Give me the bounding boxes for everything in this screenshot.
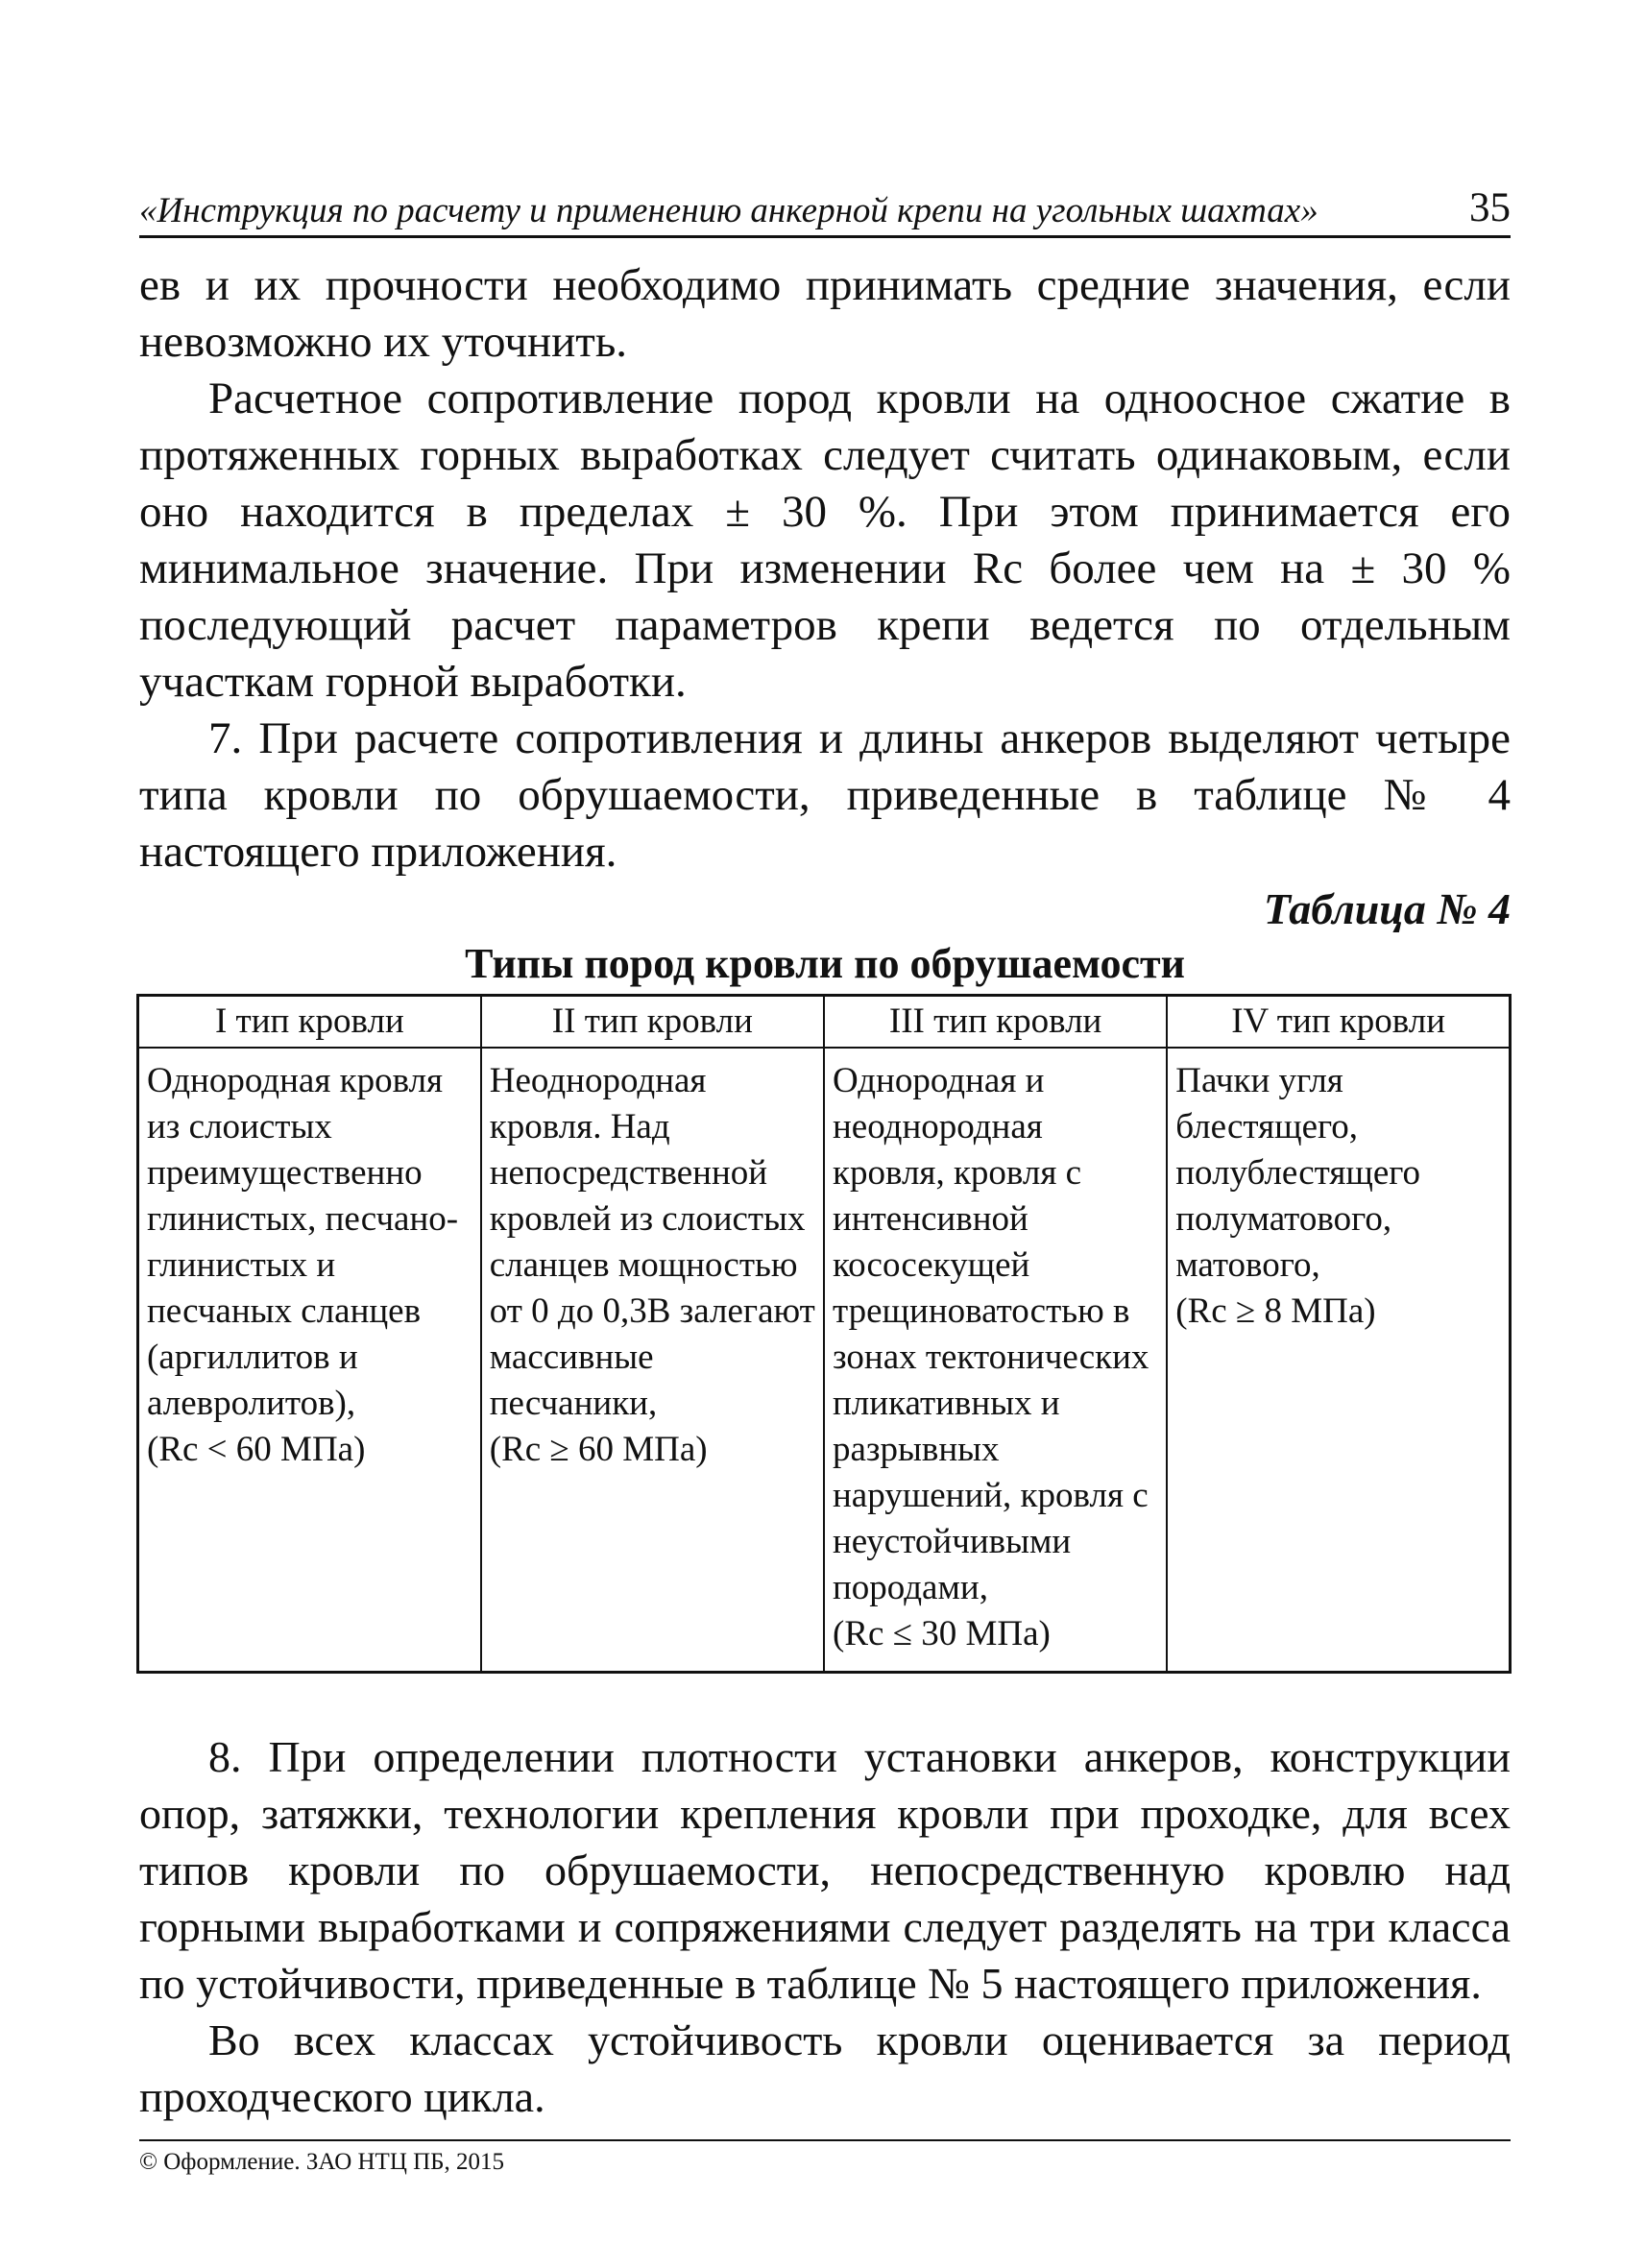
- cell-condition: (Rс ≤ 30 МПа): [833, 1614, 1051, 1653]
- table-cell: [1167, 1048, 1510, 1673]
- cell-text: Однородная и неоднородная кровля, кровля с интенсивной кососекущей трещиноватостью в зонах тектонических пликативных и разрывных нарушений, кровля с неустойчивыми породами,: [833, 1061, 1149, 1607]
- page-number: 35: [1469, 185, 1511, 230]
- header-title: «Инструкция по расчету и применению анкерной крепи на угольных шахтах»: [139, 191, 1318, 230]
- body-text-bottom: [139, 1728, 1511, 2125]
- cell-text: Однородная кровля из слоистых преимущественно глинистых, песчано-глинистых и песчаных сланцев (аргиллитов и алевролитов),: [147, 1061, 459, 1423]
- paragraph: 8. При определении плотности установки анкеров, конструкции опор, затяжки, технологии крепления кровли при проходке, для всех типов кровли по обрушаемости, непосредственную кровлю над горными выработками и сопряжениями следует разделять на три класса по устойчивости, приведенные в таблице № 5 настоящего приложения.: [139, 1732, 1511, 2008]
- cell-text: Пачки угля блестящего, полублестящего полуматового, матового,: [1175, 1061, 1421, 1285]
- cell-condition: (Rс < 60 МПа): [147, 1430, 366, 1469]
- paragraph: 7. При расчете сопротивления и длины анкеров выделяют четыре типа кровли по обрушаемости, приведенные в таблице № 4 настоящего приложения.: [139, 713, 1511, 877]
- table-header-row: [138, 996, 1511, 1049]
- footer-copyright: © Оформление. ЗАО НТЦ ПБ, 2015: [139, 2149, 505, 2175]
- table-title: Типы пород кровли по обрушаемости: [465, 940, 1185, 987]
- column-header: I тип кровли: [138, 996, 481, 1049]
- table-cell: [824, 1048, 1167, 1673]
- footer-divider: [139, 2139, 1511, 2141]
- table-label: Таблица № 4: [1263, 884, 1511, 933]
- paragraph: ев и их прочности необходимо принимать средние значения, если невозможно их уточнить.: [139, 260, 1511, 367]
- paragraph: Расчетное сопротивление пород кровли на одноосное сжатие в протяженных горных выработках следует считать одинаковым, если оно находится в пределах ± 30 %. При этом принимается его минимальное значение. При изменении Rc более чем на ± 30 % последующий расчет параметров крепи ведется по отдельным участкам горной выработки.: [139, 374, 1511, 707]
- table-cell: [138, 1048, 481, 1673]
- running-header: [139, 184, 1511, 238]
- body-text-top: [139, 257, 1511, 881]
- paragraph: Во всех классах устойчивость кровли оценивается за период проходческого цикла.: [139, 2015, 1511, 2121]
- cell-condition: (Rс ≥ 60 МПа): [489, 1430, 708, 1469]
- cell-text: Неоднородная кровля. Над непосредственной кровлей из слоистых сланцев мощностью от 0 до 0,3B залегают массивные песчаники,: [489, 1061, 815, 1423]
- table-row: [138, 1048, 1511, 1673]
- cell-condition: (Rс ≥ 8 МПа): [1175, 1291, 1376, 1331]
- roof-types-table: [136, 994, 1512, 1674]
- column-header: IV тип кровли: [1167, 996, 1510, 1049]
- table-cell: [481, 1048, 824, 1673]
- column-header: II тип кровли: [481, 996, 824, 1049]
- column-header: III тип кровли: [824, 996, 1167, 1049]
